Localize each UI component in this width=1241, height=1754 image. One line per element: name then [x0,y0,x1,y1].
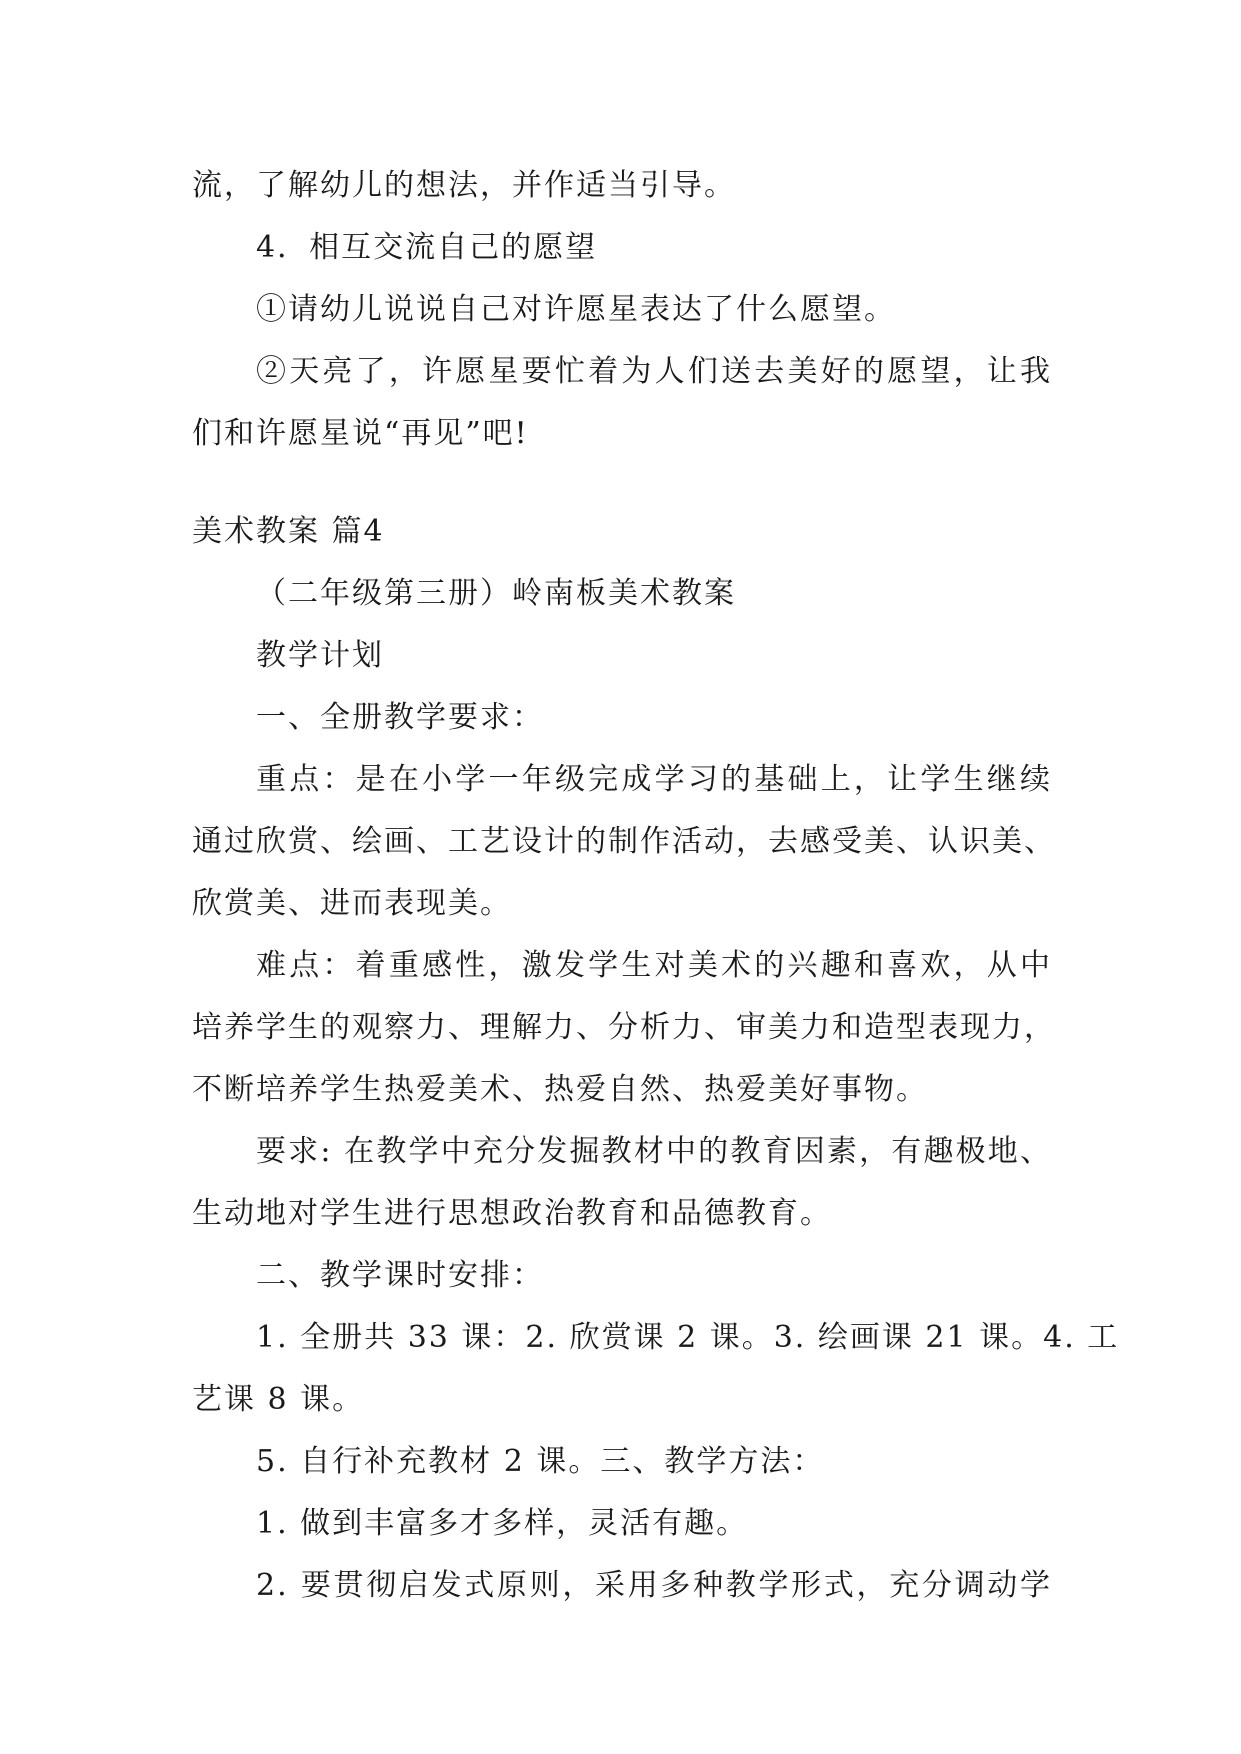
text-line: 教学计划 [256,638,384,673]
section-heading: 美术教案 篇4 [192,514,385,549]
text-line: 难点：着重感性，激发学生对美术的兴趣和喜欢，从中 [256,948,1052,983]
text-line: ②天亮了，许愿星要忙着为人们送去美好的愿望，让我 [256,354,1052,389]
text-line: ①请幼儿说说自己对许愿星表达了什么愿望。 [256,292,896,327]
text-line: 艺课 8 课。 [192,1382,365,1417]
text-line: 流，了解幼儿的想法，并作适当引导。 [192,168,736,203]
text-line: 生动地对学生进行思想政治教育和品德教育。 [192,1196,832,1231]
text-line: 1. 全册共 33 课：2. 欣赏课 2 课。3. 绘画课 21 课。4. 工 [256,1320,1120,1355]
text-line: 们和许愿星说“再见”吧! [192,416,529,451]
text-line: （二年级第三册）岭南板美术教案 [256,576,736,611]
text-line: 欣赏美、进而表现美。 [192,886,512,921]
text-line: 2. 要贯彻启发式原则，采用多种教学形式，充分调动学 [256,1568,1052,1603]
text-line: 培养学生的观察力、理解力、分析力、审美力和造型表现力， [192,1010,1056,1045]
text-line: 二、教学课时安排： [256,1258,544,1293]
text-line: 4．相互交流自己的愿望 [256,230,598,265]
text-line: 一、全册教学要求： [256,700,544,735]
text-line: 通过欣赏、绘画、工艺设计的制作活动，去感受美、认识美、 [192,824,1056,859]
text-line: 不断培养学生热爱美术、热爱自然、热爱美好事物。 [192,1072,928,1107]
text-line: 5. 自行补充教材 2 课。三、教学方法： [256,1444,825,1479]
text-line: 要求: 在教学中充分发掘教材中的教育因素，有趣极地、 [256,1134,1052,1169]
text-line: 重点：是在小学一年级完成学习的基础上，让学生继续 [256,762,1052,797]
text-line: 1. 做到丰富多才多样，灵活有趣。 [256,1506,749,1541]
